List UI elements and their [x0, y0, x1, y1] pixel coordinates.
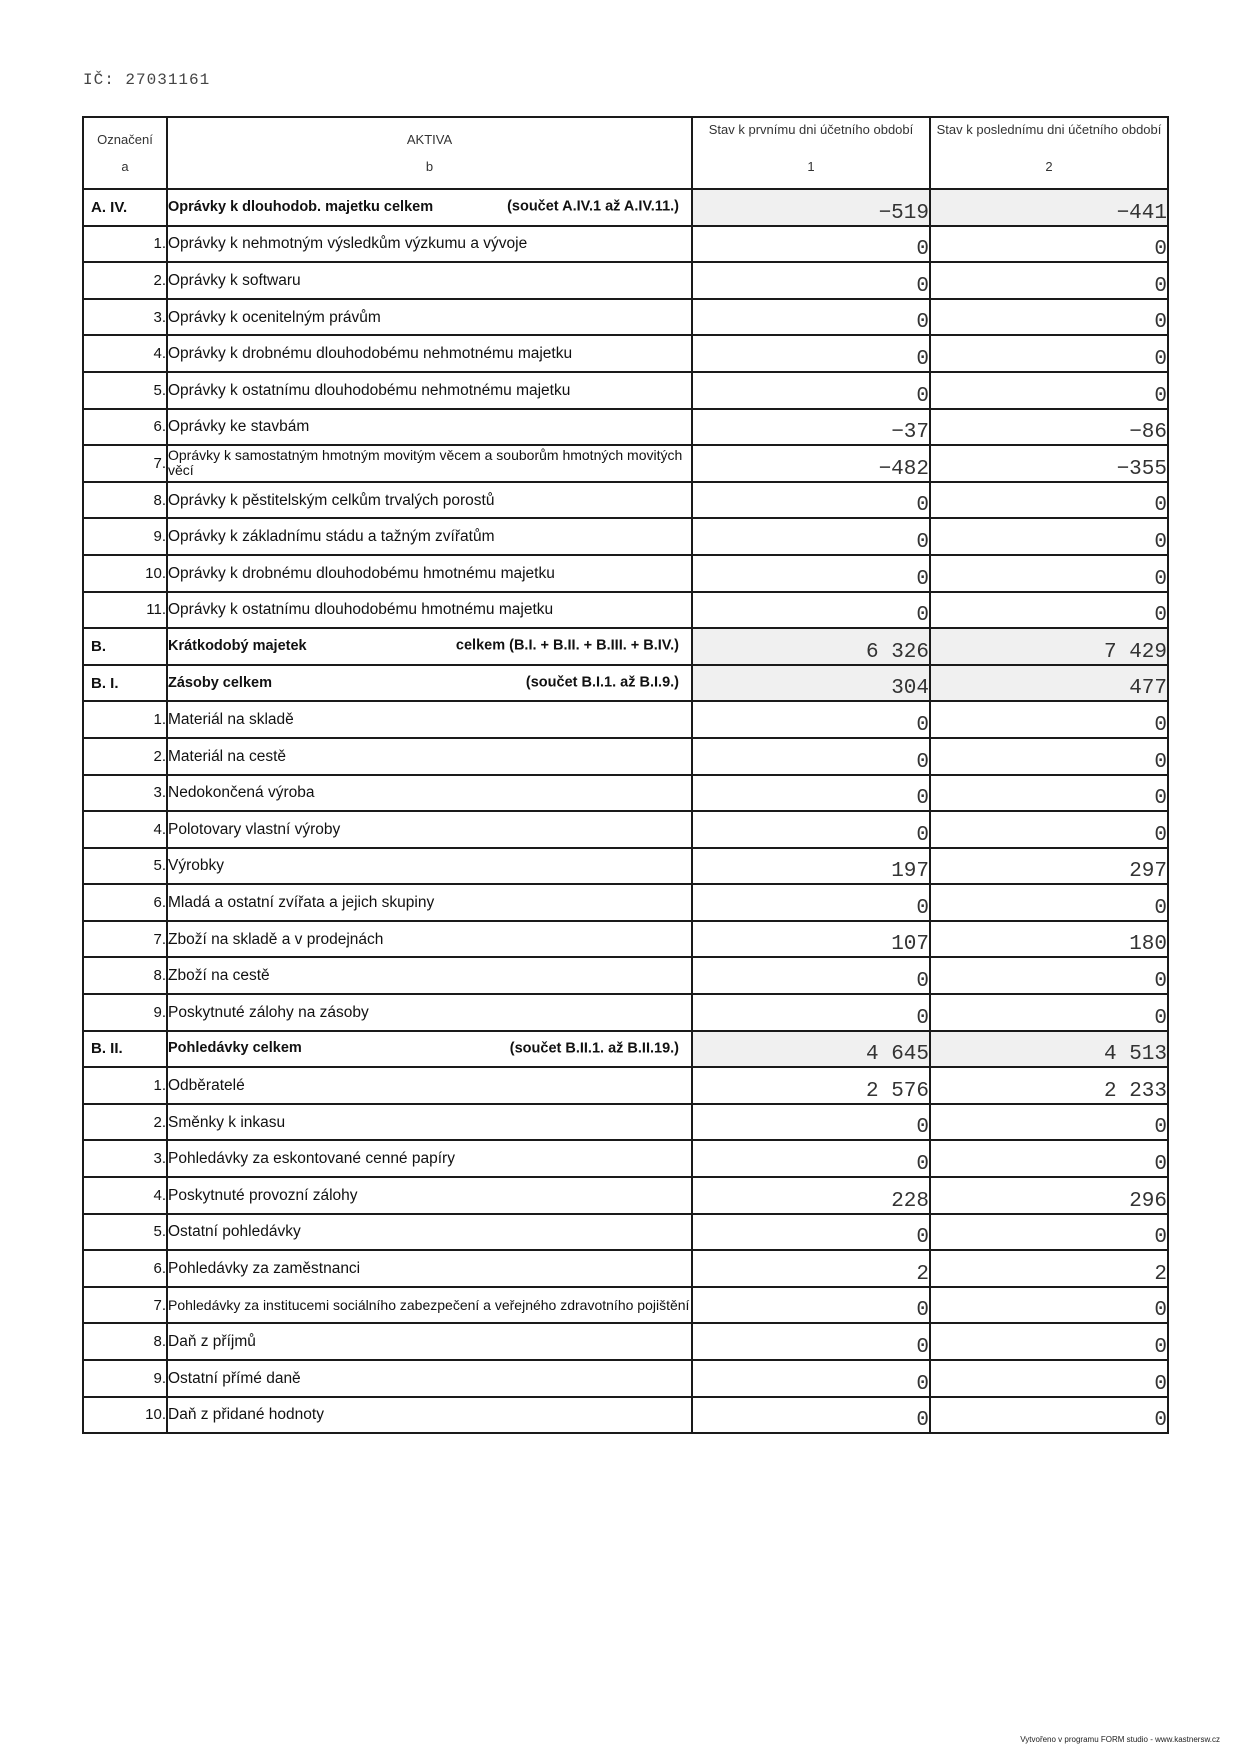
row-label: Materiál na cestě [168, 747, 287, 765]
value-last-day: 0 [930, 1360, 1168, 1397]
table-row [83, 372, 1168, 409]
table-row-total [83, 189, 1168, 226]
row-code: 3. [83, 1140, 167, 1177]
column-header-first-day: Stav k prvnímu dni účetního období 1 [692, 117, 930, 189]
row-sum-formula: (součet A.IV.1 až A.IV.11.) [507, 198, 679, 215]
value-first-day: 0 [692, 701, 930, 738]
value-first-day: 0 [692, 262, 930, 299]
value-first-day: −482 [692, 445, 930, 482]
value-last-day: 0 [930, 1323, 1168, 1360]
row-code: 8. [83, 957, 167, 994]
row-sum-formula: (součet B.II.1. až B.II.19.) [509, 1040, 679, 1057]
value-last-day: 180 [930, 921, 1168, 958]
value-first-day: 228 [692, 1177, 930, 1214]
table-row [83, 775, 1168, 812]
row-label: Daň z příjmů [168, 1333, 256, 1351]
row-label-cell [167, 482, 692, 519]
assets-table [82, 116, 1169, 1434]
value-last-day: 0 [930, 1104, 1168, 1141]
row-label-cell [167, 335, 692, 372]
table-row [83, 226, 1168, 263]
value-first-day: 0 [692, 957, 930, 994]
row-code: 10. [83, 1397, 167, 1434]
value-first-day: 0 [692, 299, 930, 336]
row-code: 9. [83, 518, 167, 555]
value-first-day: 0 [692, 884, 930, 921]
value-first-day: 0 [692, 1323, 930, 1360]
value-first-day: 0 [692, 518, 930, 555]
row-code: 2. [83, 738, 167, 775]
row-label-cell [167, 701, 692, 738]
value-last-day: 0 [930, 555, 1168, 592]
value-first-day: 2 [692, 1250, 930, 1287]
table-row [83, 1250, 1168, 1287]
table-row [83, 1177, 1168, 1214]
table-row [83, 1104, 1168, 1141]
row-code: 4. [83, 811, 167, 848]
row-label-cell [167, 1140, 692, 1177]
value-first-day: 197 [692, 848, 930, 885]
row-code: 4. [83, 335, 167, 372]
row-label-cell [167, 665, 692, 702]
value-first-day: 107 [692, 921, 930, 958]
table-row [83, 518, 1168, 555]
row-label: Pohledávky za zaměstnanci [168, 1260, 361, 1278]
value-first-day: 4 645 [692, 1031, 930, 1068]
value-first-day: −37 [692, 409, 930, 446]
row-code: 2. [83, 1104, 167, 1141]
row-code: B. I. [83, 665, 167, 702]
row-code: 1. [83, 226, 167, 263]
row-label: Polotovary vlastní výroby [168, 820, 341, 838]
row-code: B. II. [83, 1031, 167, 1068]
row-code: B. [83, 628, 167, 665]
table-row [83, 738, 1168, 775]
value-last-day: 0 [930, 884, 1168, 921]
row-label: Mladá a ostatní zvířata a jejich skupiny [168, 894, 435, 912]
row-label-cell [167, 299, 692, 336]
column-header-aktiva: AKTIVA b [167, 117, 692, 189]
value-last-day: 0 [930, 1397, 1168, 1434]
value-last-day: 4 513 [930, 1031, 1168, 1068]
value-last-day: 0 [930, 592, 1168, 629]
row-label: Odběratelé [168, 1077, 245, 1095]
column-header-last-day: Stav k poslednímu dni účetního období 2 [930, 117, 1168, 189]
table-row [83, 299, 1168, 336]
row-code: 9. [83, 994, 167, 1031]
value-last-day: 0 [930, 335, 1168, 372]
table-row-total [83, 628, 1168, 665]
value-last-day: 0 [930, 775, 1168, 812]
value-last-day: 0 [930, 372, 1168, 409]
row-label-cell [167, 1250, 692, 1287]
table-row [83, 1067, 1168, 1104]
row-label-cell [167, 592, 692, 629]
table-row [83, 1397, 1168, 1434]
row-code: 3. [83, 299, 167, 336]
table-row [83, 957, 1168, 994]
value-last-day: −441 [930, 189, 1168, 226]
row-label-cell [167, 1323, 692, 1360]
value-first-day: 0 [692, 1140, 930, 1177]
table-row [83, 1287, 1168, 1324]
row-label-cell [167, 1360, 692, 1397]
row-code: 2. [83, 262, 167, 299]
value-last-day: 0 [930, 518, 1168, 555]
row-label-cell [167, 957, 692, 994]
table-row-total [83, 665, 1168, 702]
table-row-total [83, 1031, 1168, 1068]
row-label-cell [167, 189, 692, 226]
value-first-day: 0 [692, 1397, 930, 1434]
row-label: Směnky k inkasu [168, 1113, 286, 1131]
row-label: Krátkodobý majetek [168, 637, 307, 654]
value-first-day: 0 [692, 738, 930, 775]
value-first-day: 0 [692, 994, 930, 1031]
row-label: Zboží na skladě a v prodejnách [168, 930, 384, 948]
row-code: 6. [83, 884, 167, 921]
row-label: Oprávky k ostatnímu dlouhodobému hmotnému majetku [168, 601, 554, 619]
row-label: Oprávky k pěstitelským celkům trvalých porostů [168, 491, 495, 509]
row-code: 5. [83, 848, 167, 885]
table-header-row [83, 117, 1168, 189]
value-last-day: 297 [930, 848, 1168, 885]
row-label-cell [167, 1031, 692, 1068]
value-last-day: 0 [930, 226, 1168, 263]
value-last-day: 7 429 [930, 628, 1168, 665]
table-row [83, 555, 1168, 592]
value-first-day: 6 326 [692, 628, 930, 665]
company-id: IČ: 27031161 [83, 71, 211, 89]
row-label: Oprávky ke stavbám [168, 418, 310, 436]
row-label: Materiál na skladě [168, 711, 294, 729]
row-label: Poskytnuté zálohy na zásoby [168, 1003, 369, 1021]
table-row [83, 1360, 1168, 1397]
value-last-day: −355 [930, 445, 1168, 482]
value-first-day: 0 [692, 775, 930, 812]
row-label-cell [167, 262, 692, 299]
row-label-cell [167, 1067, 692, 1104]
row-label-cell [167, 1397, 692, 1434]
row-code: 6. [83, 409, 167, 446]
row-label-cell [167, 1104, 692, 1141]
row-label-cell [167, 921, 692, 958]
row-label-cell [167, 555, 692, 592]
value-last-day: 0 [930, 811, 1168, 848]
table-row [83, 921, 1168, 958]
value-first-day: 2 576 [692, 1067, 930, 1104]
row-label-cell [167, 1214, 692, 1251]
row-code: 11. [83, 592, 167, 629]
row-code: 3. [83, 775, 167, 812]
table-row [83, 445, 1168, 482]
row-code: A. IV. [83, 189, 167, 226]
value-first-day: 0 [692, 555, 930, 592]
value-first-day: 304 [692, 665, 930, 702]
value-last-day: 0 [930, 957, 1168, 994]
value-last-day: 0 [930, 994, 1168, 1031]
row-code: 8. [83, 1323, 167, 1360]
column-header-code: Označení a [83, 117, 167, 189]
value-first-day: 0 [692, 1214, 930, 1251]
table-row [83, 409, 1168, 446]
row-label-cell [167, 409, 692, 446]
value-first-day: 0 [692, 1287, 930, 1324]
row-code: 4. [83, 1177, 167, 1214]
row-code: 10. [83, 555, 167, 592]
row-label: Pohledávky za eskontované cenné papíry [168, 1150, 455, 1168]
value-first-day: 0 [692, 372, 930, 409]
row-label-cell [167, 738, 692, 775]
value-last-day: 0 [930, 482, 1168, 519]
row-sum-formula: (součet B.I.1. až B.I.9.) [525, 674, 679, 691]
row-label: Ostatní pohledávky [168, 1223, 301, 1241]
row-label: Poskytnuté provozní zálohy [168, 1186, 358, 1204]
value-last-day: 0 [930, 1214, 1168, 1251]
value-first-day: 0 [692, 1104, 930, 1141]
row-code: 7. [83, 921, 167, 958]
table-row [83, 1214, 1168, 1251]
value-last-day: 2 233 [930, 1067, 1168, 1104]
table-row [83, 592, 1168, 629]
row-code: 6. [83, 1250, 167, 1287]
footer-note: Vytvořeno v programu FORM studio - www.kastnersw.cz [1020, 1735, 1220, 1744]
row-label: Oprávky k softwaru [168, 271, 301, 289]
row-code: 9. [83, 1360, 167, 1397]
row-label: Oprávky k samostatným hmotným movitým věcem a souborům hmotných movitých věcí [168, 447, 683, 479]
value-last-day: 0 [930, 299, 1168, 336]
table-row [83, 335, 1168, 372]
row-code: 8. [83, 482, 167, 519]
row-label-cell [167, 445, 692, 482]
table-row [83, 994, 1168, 1031]
row-label: Nedokončená výroba [168, 784, 315, 802]
value-last-day: 0 [930, 1287, 1168, 1324]
row-label: Oprávky k ostatnímu dlouhodobému nehmotnému majetku [168, 381, 571, 399]
row-label-cell [167, 848, 692, 885]
row-sum-formula: celkem (B.I. + B.II. + B.III. + B.IV.) [455, 637, 679, 654]
table-row [83, 848, 1168, 885]
table-row [83, 701, 1168, 738]
row-label-cell [167, 372, 692, 409]
value-last-day: 0 [930, 1140, 1168, 1177]
value-last-day: −86 [930, 409, 1168, 446]
table-row [83, 1323, 1168, 1360]
table-row [83, 811, 1168, 848]
row-label-cell [167, 775, 692, 812]
row-label-cell [167, 1177, 692, 1214]
row-label: Oprávky k drobnému dlouhodobému nehmotnému majetku [168, 345, 573, 363]
row-label: Oprávky k nehmotným výsledkům výzkumu a vývoje [168, 235, 528, 253]
value-last-day: 2 [930, 1250, 1168, 1287]
row-label: Oprávky k ocenitelným právům [168, 308, 381, 326]
row-label: Pohledávky celkem [168, 1040, 302, 1057]
table-row [83, 884, 1168, 921]
table-row [83, 482, 1168, 519]
row-code: 7. [83, 445, 167, 482]
row-label: Oprávky k dlouhodob. majetku celkem [168, 198, 434, 215]
value-last-day: 0 [930, 738, 1168, 775]
row-label: Oprávky k základnímu stádu a tažným zvířatům [168, 528, 495, 546]
value-last-day: 0 [930, 701, 1168, 738]
row-label: Zásoby celkem [168, 674, 272, 691]
table-row [83, 262, 1168, 299]
row-label: Daň z přidané hodnoty [168, 1406, 324, 1424]
value-last-day: 0 [930, 262, 1168, 299]
row-code: 5. [83, 372, 167, 409]
row-label: Ostatní přímé daně [168, 1369, 301, 1387]
row-label-cell [167, 994, 692, 1031]
table-row [83, 1140, 1168, 1177]
row-label-cell [167, 1287, 692, 1324]
value-first-day: 0 [692, 226, 930, 263]
row-label-cell [167, 628, 692, 665]
row-code: 5. [83, 1214, 167, 1251]
row-label: Výrobky [168, 857, 224, 875]
row-code: 7. [83, 1287, 167, 1324]
row-code: 1. [83, 701, 167, 738]
value-last-day: 477 [930, 665, 1168, 702]
row-label: Oprávky k drobnému dlouhodobému hmotnému majetku [168, 564, 555, 582]
value-first-day: 0 [692, 592, 930, 629]
table-body [83, 189, 1168, 1433]
value-first-day: 0 [692, 811, 930, 848]
row-label-cell [167, 226, 692, 263]
row-label-cell [167, 811, 692, 848]
value-first-day: 0 [692, 335, 930, 372]
value-first-day: 0 [692, 1360, 930, 1397]
row-label: Zboží na cestě [168, 967, 270, 985]
row-label-cell [167, 884, 692, 921]
value-first-day: −519 [692, 189, 930, 226]
row-label-cell [167, 518, 692, 555]
row-code: 1. [83, 1067, 167, 1104]
value-first-day: 0 [692, 482, 930, 519]
row-label: Pohledávky za institucemi sociálního zabezpečení a veřejného zdravotního pojištění [168, 1296, 690, 1313]
value-last-day: 296 [930, 1177, 1168, 1214]
